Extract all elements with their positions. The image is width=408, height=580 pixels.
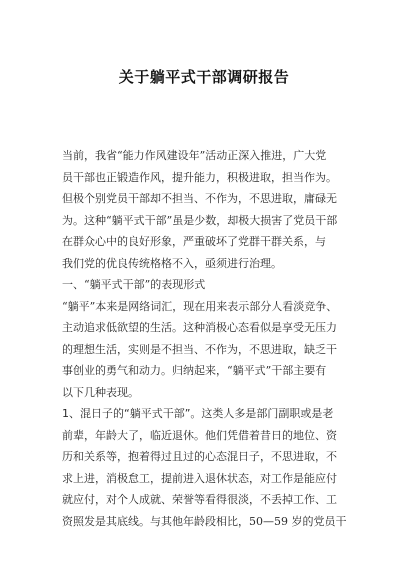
body-line: 就应付，对个人成就、荣誉等看得很淡，不丢掉工作、工 — [62, 493, 337, 506]
body-line: 前辈，年龄大了，临近退休。他们凭借着昔日的地位、资 — [62, 428, 337, 442]
document-body — [62, 145, 364, 532]
section-heading: 一、“躺平式干部”的表现形式 — [62, 278, 206, 291]
body-line: 当前，我省“能力作风建设年”活动正深入推进，广大党 — [62, 149, 327, 162]
body-line: 但极个别党员干部却不担当、不作为，不思进取，庸碌无 — [62, 192, 337, 205]
body-line: 事创业的勇气和动力。归纳起来，“躺平式”干部主要有 — [62, 364, 327, 377]
subsection-lead: 1、混日子的“躺平式干部”。这类人多是部门副职或是老 — [62, 407, 334, 420]
document-title: 关于躺平式干部调研报告 — [118, 68, 290, 86]
body-line: 历和关系等，抱着得过且过的心态混日子，不思进取，不 — [62, 450, 337, 463]
body-line: 求上进，消极怠工，提前进入退休状态，对工作是能应付 — [62, 471, 337, 485]
body-line: 我们党的优良传统格格不入，亟须进行治理。 — [62, 256, 282, 270]
body-line: 员干部也正锻造作风，提升能力，积极进取，担当作为。 — [62, 170, 337, 184]
body-line: 以下几种表现。 — [62, 385, 139, 399]
body-line: 资照发是其底线。与其他年龄段相比，50—59 岁的党员干 — [62, 514, 347, 528]
body-line: 主动追求低欲望的生活。这种消极心态看似是享受无压力 — [62, 321, 337, 334]
body-line: “躺平”本来是网络词汇，现在用来表示部分人看淡竞争、 — [62, 299, 338, 313]
body-line: 为。这种“躺平式干部”虽是少数，却极大损害了党员干部 — [62, 213, 338, 227]
body-line: 在群众心中的良好形象，严重破坏了党群干群关系，与 — [62, 235, 326, 248]
body-line: 的理想生活，实则是不担当、不作为，不思进取，缺乏干 — [62, 342, 337, 356]
